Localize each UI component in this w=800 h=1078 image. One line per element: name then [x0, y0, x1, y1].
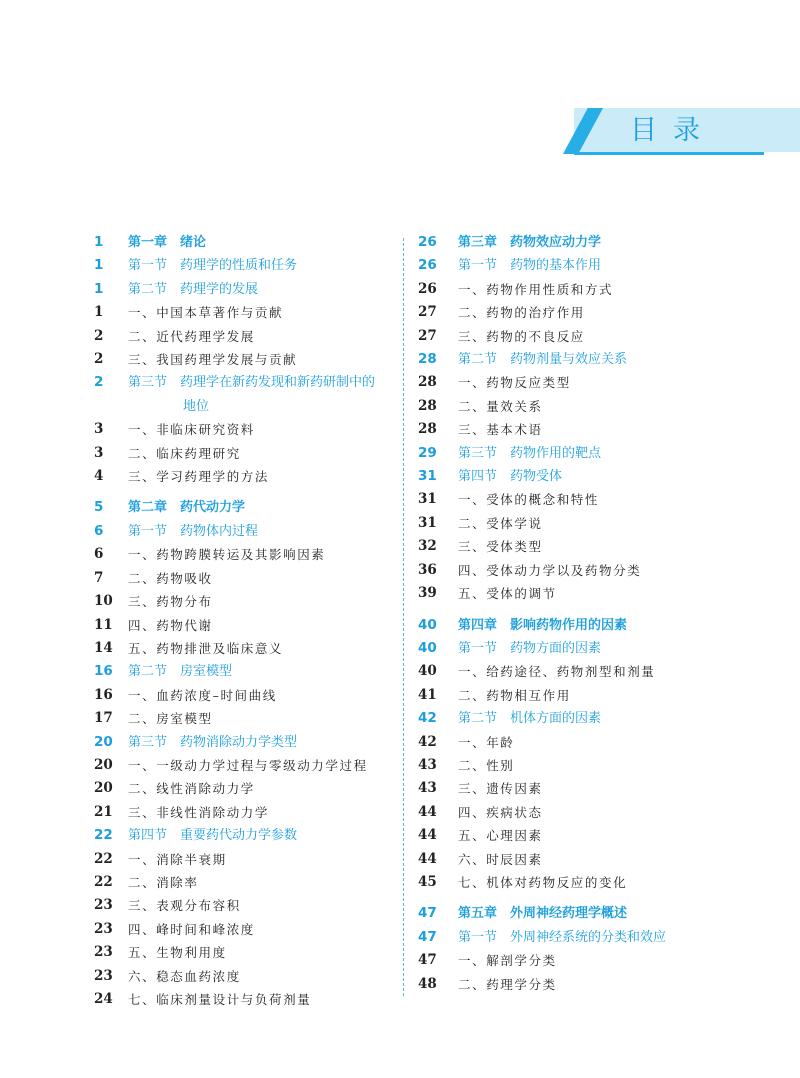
entry-title: [458, 731, 788, 754]
toc-entry-item[interactable]: [94, 465, 399, 488]
toc-entry-section[interactable]: [94, 520, 399, 543]
item-text: 二、量效关系: [458, 398, 543, 414]
toc-entry-chapter[interactable]: [418, 902, 788, 925]
section-number: 第二节: [458, 711, 498, 727]
section-title: 药物作用的靶点: [510, 445, 602, 461]
page-number: 6: [94, 522, 104, 539]
entry-title: [458, 418, 788, 441]
chapter-number: 第一章: [128, 235, 168, 250]
section-title: 药物方面的因素: [510, 640, 602, 656]
toc-entry-item[interactable]: [418, 559, 788, 582]
entry-title: [128, 684, 399, 707]
chapter-title: 药物效应动力学: [510, 235, 602, 250]
toc-entry-section[interactable]: [94, 254, 399, 277]
entry-title: [128, 731, 399, 754]
page-number: 41: [418, 686, 437, 703]
entry-title: [128, 371, 399, 418]
toc-entry-item[interactable]: [94, 418, 399, 441]
item-text: 三、非线性消除动力学: [128, 804, 270, 820]
entry-title: [458, 231, 788, 254]
toc-entry-item[interactable]: [94, 325, 399, 348]
entry-title: [128, 941, 399, 964]
toc-entry-chapter[interactable]: [94, 231, 399, 254]
chapter-number: 第三章: [458, 235, 498, 250]
entry-title: [128, 231, 399, 254]
toc-entry-section[interactable]: [418, 254, 788, 277]
page-number: 44: [418, 850, 437, 867]
toc-entry-item[interactable]: [418, 278, 788, 301]
section-number: 第一节: [128, 258, 168, 274]
toc-entry-item[interactable]: [418, 301, 788, 324]
item-text: 七、临床剂量设计与负荷剂量: [128, 992, 312, 1007]
toc-entry-section[interactable]: [94, 371, 399, 418]
page-number: 26: [418, 280, 437, 297]
toc-entry-item[interactable]: [94, 871, 399, 894]
entry-title: [128, 777, 399, 800]
toc-entry-item[interactable]: [418, 973, 788, 996]
page-number: 36: [418, 561, 437, 578]
page-number: 42: [418, 710, 437, 727]
entry-title: [128, 801, 399, 824]
page-number: 28: [418, 397, 437, 414]
toc-entry-item[interactable]: [94, 918, 399, 941]
toc-entry-section[interactable]: [418, 707, 788, 730]
section-number: 第三节: [128, 375, 168, 391]
item-text: 三、药物的不良反应: [458, 328, 585, 344]
page-number: 44: [418, 827, 437, 844]
toc-entry-section[interactable]: [94, 278, 399, 301]
entry-title: [458, 614, 788, 637]
page-number: 26: [418, 257, 437, 274]
toc-entry-item[interactable]: [418, 801, 788, 824]
toc-entry-item[interactable]: [418, 754, 788, 777]
section-title: 药理学的性质和任务: [180, 258, 298, 274]
entry-title: [128, 325, 399, 348]
entry-title: [128, 965, 399, 988]
section-title: 外周神经系统的分类和效应: [510, 929, 667, 945]
item-text: 二、房室模型: [128, 711, 213, 727]
item-text: 四、疾病状态: [458, 804, 543, 820]
toc-entry-item[interactable]: [94, 567, 399, 590]
toc-entry-item[interactable]: [94, 637, 399, 660]
entry-title: [458, 442, 788, 465]
section-number: 第二节: [128, 281, 168, 297]
entry-title: [128, 543, 399, 566]
section-title-continued: 地位: [183, 398, 210, 414]
page-number: 43: [418, 756, 437, 773]
entry-title: [128, 637, 399, 660]
item-text: 二、消除率: [128, 874, 199, 890]
entry-title: [458, 660, 788, 683]
section-title: 重要药代动力学参数: [180, 828, 298, 844]
toc-entry-item[interactable]: [94, 988, 399, 1011]
entry-title: [128, 418, 399, 441]
item-text: 二、药物相互作用: [458, 687, 571, 703]
section-number: 第一节: [458, 929, 498, 945]
entry-title: [128, 520, 399, 543]
toc-entry-item[interactable]: [418, 848, 788, 871]
entry-title: [128, 918, 399, 941]
page-number: 24: [94, 991, 113, 1007]
toc-entry-item[interactable]: [94, 348, 399, 371]
toc-entry-section[interactable]: [418, 348, 788, 371]
toc-header: [560, 105, 800, 157]
item-text: 一、药物作用性质和方式: [458, 281, 614, 297]
entry-title: [458, 926, 788, 949]
page-number: 16: [94, 663, 113, 680]
item-text: 二、临床药理研究: [128, 445, 241, 461]
item-text: 三、表观分布容积: [128, 898, 241, 914]
section-number: 第一节: [458, 258, 498, 274]
page-number: 26: [418, 234, 437, 250]
toc-entry-item[interactable]: [94, 941, 399, 964]
item-text: 三、基本术语: [458, 422, 543, 438]
page-title: 目录: [630, 115, 716, 146]
page-number: 47: [418, 928, 437, 945]
entry-title: [128, 824, 399, 847]
toc-entry-item[interactable]: [418, 371, 788, 394]
section-number: 第四节: [128, 828, 168, 844]
item-text: 一、中国本草著作与贡献: [128, 305, 284, 321]
toc-entry-item[interactable]: [418, 824, 788, 847]
toc-entry-item[interactable]: [418, 660, 788, 683]
entry-title: [128, 988, 399, 1011]
item-text: 三、药物分布: [128, 594, 213, 610]
toc-entry-item[interactable]: [94, 301, 399, 324]
page-number: 7: [94, 569, 104, 586]
entry-title: [458, 325, 788, 348]
page-number: 31: [418, 514, 437, 531]
toc-entry-section[interactable]: [94, 660, 399, 683]
toc-entry-section[interactable]: [418, 465, 788, 488]
page-number: 17: [94, 710, 113, 727]
chapter-number: 第二章: [128, 500, 168, 516]
item-text: 二、性别: [458, 757, 515, 773]
toc-entry-section[interactable]: [418, 442, 788, 465]
item-text: 五、心理因素: [458, 828, 543, 844]
page-number: 47: [418, 952, 437, 969]
entry-title: [128, 754, 399, 777]
toc-entry-item[interactable]: [418, 512, 788, 535]
page-number: 27: [418, 304, 437, 321]
entry-title: [458, 684, 788, 707]
entry-title: [458, 824, 788, 847]
entry-title: [458, 637, 788, 660]
page-number: 48: [418, 975, 437, 992]
toc-entry-item[interactable]: [94, 965, 399, 988]
entry-title: [458, 254, 788, 277]
entry-title: [128, 567, 399, 590]
page-number: 3: [94, 444, 104, 461]
entry-title: [458, 754, 788, 777]
item-text: 二、近代药理学发展: [128, 328, 255, 344]
chapter-number: 第五章: [458, 906, 498, 922]
item-text: 五、受体的调节: [458, 586, 557, 602]
page-number: 4: [94, 468, 104, 485]
section-title: 药物体内过程: [180, 523, 259, 539]
item-text: 四、峰时间和峰浓度: [128, 921, 255, 937]
item-text: 三、受体类型: [458, 539, 543, 555]
toc-entry-item[interactable]: [418, 395, 788, 418]
item-text: 二、线性消除动力学: [128, 781, 255, 797]
section-number: 第三节: [458, 445, 498, 461]
page-number: 1: [94, 234, 104, 250]
item-text: 一、药物跨膜转运及其影响因素: [128, 547, 326, 563]
toc-entry-item[interactable]: [94, 543, 399, 566]
section-title: 药理学在新药发现和新药研制中的: [180, 375, 376, 391]
toc-entry-item[interactable]: [418, 684, 788, 707]
entry-title: [128, 442, 399, 465]
item-text: 三、遗传因素: [458, 781, 543, 797]
chapter-number: 第四章: [458, 617, 498, 633]
item-text: 一、药物反应类型: [458, 375, 571, 391]
page-number: 21: [94, 803, 113, 820]
item-text: 一、血药浓度–时间曲线: [128, 687, 277, 703]
toc-column-left: [94, 231, 399, 1011]
toc-entry-item[interactable]: [94, 801, 399, 824]
item-text: 二、受体学说: [458, 515, 543, 531]
page-number: 1: [94, 280, 104, 297]
section-title: 机体方面的因素: [510, 711, 602, 727]
toc-entry-section[interactable]: [94, 731, 399, 754]
toc-entry-item[interactable]: [94, 707, 399, 730]
section-title: 药物剂量与效应关系: [510, 352, 628, 368]
page-number: 2: [94, 327, 104, 344]
page-number: 28: [418, 374, 437, 391]
entry-title: [458, 777, 788, 800]
toc-entry-item[interactable]: [418, 731, 788, 754]
entry-title: [458, 488, 788, 511]
item-text: 一、一级动力学过程与零级动力学过程: [128, 757, 368, 773]
item-text: 三、我国药理学发展与贡献: [128, 352, 298, 368]
entry-title: [458, 395, 788, 418]
section-title: 药理学的发展: [180, 281, 259, 297]
page-number: 14: [94, 639, 113, 656]
toc-entry-item[interactable]: [418, 949, 788, 972]
page-number: 28: [418, 421, 437, 438]
toc-entry-item[interactable]: [94, 590, 399, 613]
page-number: 1: [94, 304, 104, 321]
item-text: 六、稳态血药浓度: [128, 968, 241, 984]
item-text: 四、药物代谢: [128, 617, 213, 633]
page-number: 32: [418, 538, 437, 555]
item-text: 一、解剖学分类: [458, 953, 557, 969]
item-text: 一、消除半衰期: [128, 851, 227, 867]
toc-entry-item[interactable]: [418, 777, 788, 800]
toc-entry-item[interactable]: [94, 894, 399, 917]
entry-title: [458, 801, 788, 824]
toc-entry-item[interactable]: [94, 614, 399, 637]
section-title: 药物受体: [510, 469, 563, 485]
page-number: 22: [94, 827, 113, 844]
item-text: 一、给药途径、药物剂型和剂量: [458, 664, 656, 680]
page-number: 22: [94, 850, 113, 867]
section-number: 第二节: [458, 352, 498, 368]
section-number: 第一节: [128, 523, 168, 539]
item-text: 三、学习药理学的方法: [128, 469, 270, 485]
toc-entry-section[interactable]: [418, 926, 788, 949]
page-number: 47: [418, 905, 437, 922]
chapter-title: 影响药物作用的因素: [510, 617, 628, 633]
entry-title: [458, 348, 788, 371]
section-title: 房室模型: [180, 664, 233, 680]
item-text: 五、药物排泄及临床意义: [128, 640, 284, 656]
toc-column-right: [418, 231, 788, 996]
column-divider: [403, 238, 404, 996]
page-number: 5: [94, 499, 104, 516]
page-number: 20: [94, 733, 113, 750]
page-number: 40: [418, 616, 437, 633]
item-text: 二、药物吸收: [128, 570, 213, 586]
page-number: 40: [418, 639, 437, 656]
item-text: 七、机体对药物反应的变化: [458, 874, 628, 890]
section-number: 第三节: [128, 734, 168, 750]
entry-title: [458, 301, 788, 324]
entry-title: [458, 465, 788, 488]
entry-title: [128, 848, 399, 871]
section-number: 第四节: [458, 469, 498, 485]
entry-title: [458, 871, 788, 894]
toc-entry-chapter[interactable]: [94, 496, 399, 519]
page-number: 31: [418, 468, 437, 485]
page-number: 3: [94, 421, 104, 438]
page-number: 23: [94, 944, 113, 961]
item-text: 五、生物利用度: [128, 945, 227, 961]
page-number: 2: [94, 351, 104, 368]
toc-entry-item[interactable]: [418, 535, 788, 558]
page-number: 20: [94, 756, 113, 773]
entry-title: [128, 590, 399, 613]
toc-entry-item[interactable]: [94, 848, 399, 871]
page-number: 31: [418, 491, 437, 508]
toc-entry-item[interactable]: [94, 442, 399, 465]
toc-entry-item[interactable]: [94, 777, 399, 800]
entry-title: [458, 512, 788, 535]
entry-title: [128, 871, 399, 894]
entry-title: [458, 973, 788, 996]
entry-title: [128, 278, 399, 301]
toc-entry-item[interactable]: [418, 488, 788, 511]
entry-title: [128, 660, 399, 683]
toc-entry-item[interactable]: [418, 418, 788, 441]
section-number: 第二节: [128, 664, 168, 680]
page-number: 10: [94, 593, 113, 610]
item-text: 一、受体的概念和特性: [458, 492, 600, 508]
chapter-title: 药代动力学: [180, 500, 246, 516]
item-text: 六、时辰因素: [458, 851, 543, 867]
page-number: 39: [418, 585, 437, 602]
toc-entry-chapter[interactable]: [418, 614, 788, 637]
entry-title: [458, 707, 788, 730]
page-number: 42: [418, 733, 437, 750]
item-text: 一、非临床研究资料: [128, 422, 255, 438]
page-number: 2: [94, 374, 104, 391]
entry-title: [458, 535, 788, 558]
page-number: 43: [418, 780, 437, 797]
chapter-title: 绪论: [180, 235, 207, 250]
page-number: 28: [418, 351, 437, 368]
page-number: 23: [94, 967, 113, 984]
entry-title: [128, 496, 399, 519]
item-text: 二、药理学分类: [458, 976, 557, 992]
toc-entry-item[interactable]: [418, 582, 788, 605]
entry-title: [128, 894, 399, 917]
item-text: 二、药物的治疗作用: [458, 305, 585, 321]
entry-title: [128, 465, 399, 488]
entry-title: [128, 301, 399, 324]
toc-entry-chapter[interactable]: [418, 231, 788, 254]
page-number: 23: [94, 897, 113, 914]
page-number: 23: [94, 920, 113, 937]
entry-title: [458, 582, 788, 605]
toc-entry-item[interactable]: [418, 325, 788, 348]
entry-title: [458, 559, 788, 582]
toc-entry-item[interactable]: [418, 871, 788, 894]
entry-title: [458, 848, 788, 871]
toc-entry-section[interactable]: [94, 824, 399, 847]
item-text: 一、年龄: [458, 734, 515, 750]
page-number: 27: [418, 327, 437, 344]
entry-title: [128, 348, 399, 371]
page-number: 44: [418, 803, 437, 820]
page-number: 40: [418, 663, 437, 680]
page-number: 45: [418, 873, 437, 890]
entry-title: [458, 278, 788, 301]
section-title: 药物的基本作用: [510, 258, 602, 274]
item-text: 四、受体动力学以及药物分类: [458, 562, 642, 578]
toc-entry-section[interactable]: [418, 637, 788, 660]
page-number: 11: [94, 616, 113, 633]
entry-title: [458, 371, 788, 394]
toc-entry-item[interactable]: [94, 754, 399, 777]
page-number: 22: [94, 873, 113, 890]
page-number: 1: [94, 257, 104, 274]
entry-title: [128, 254, 399, 277]
section-number: 第一节: [458, 640, 498, 656]
entry-title: [458, 902, 788, 925]
entry-title: [128, 614, 399, 637]
entry-title: [128, 707, 399, 730]
section-title: 药物消除动力学类型: [180, 734, 298, 750]
page-number: 6: [94, 546, 104, 563]
page-number: 29: [418, 444, 437, 461]
chapter-title: 外周神经药理学概述: [510, 906, 628, 922]
entry-title: [458, 949, 788, 972]
page-number: 16: [94, 686, 113, 703]
page-number: 20: [94, 780, 113, 797]
toc-entry-item[interactable]: [94, 684, 399, 707]
